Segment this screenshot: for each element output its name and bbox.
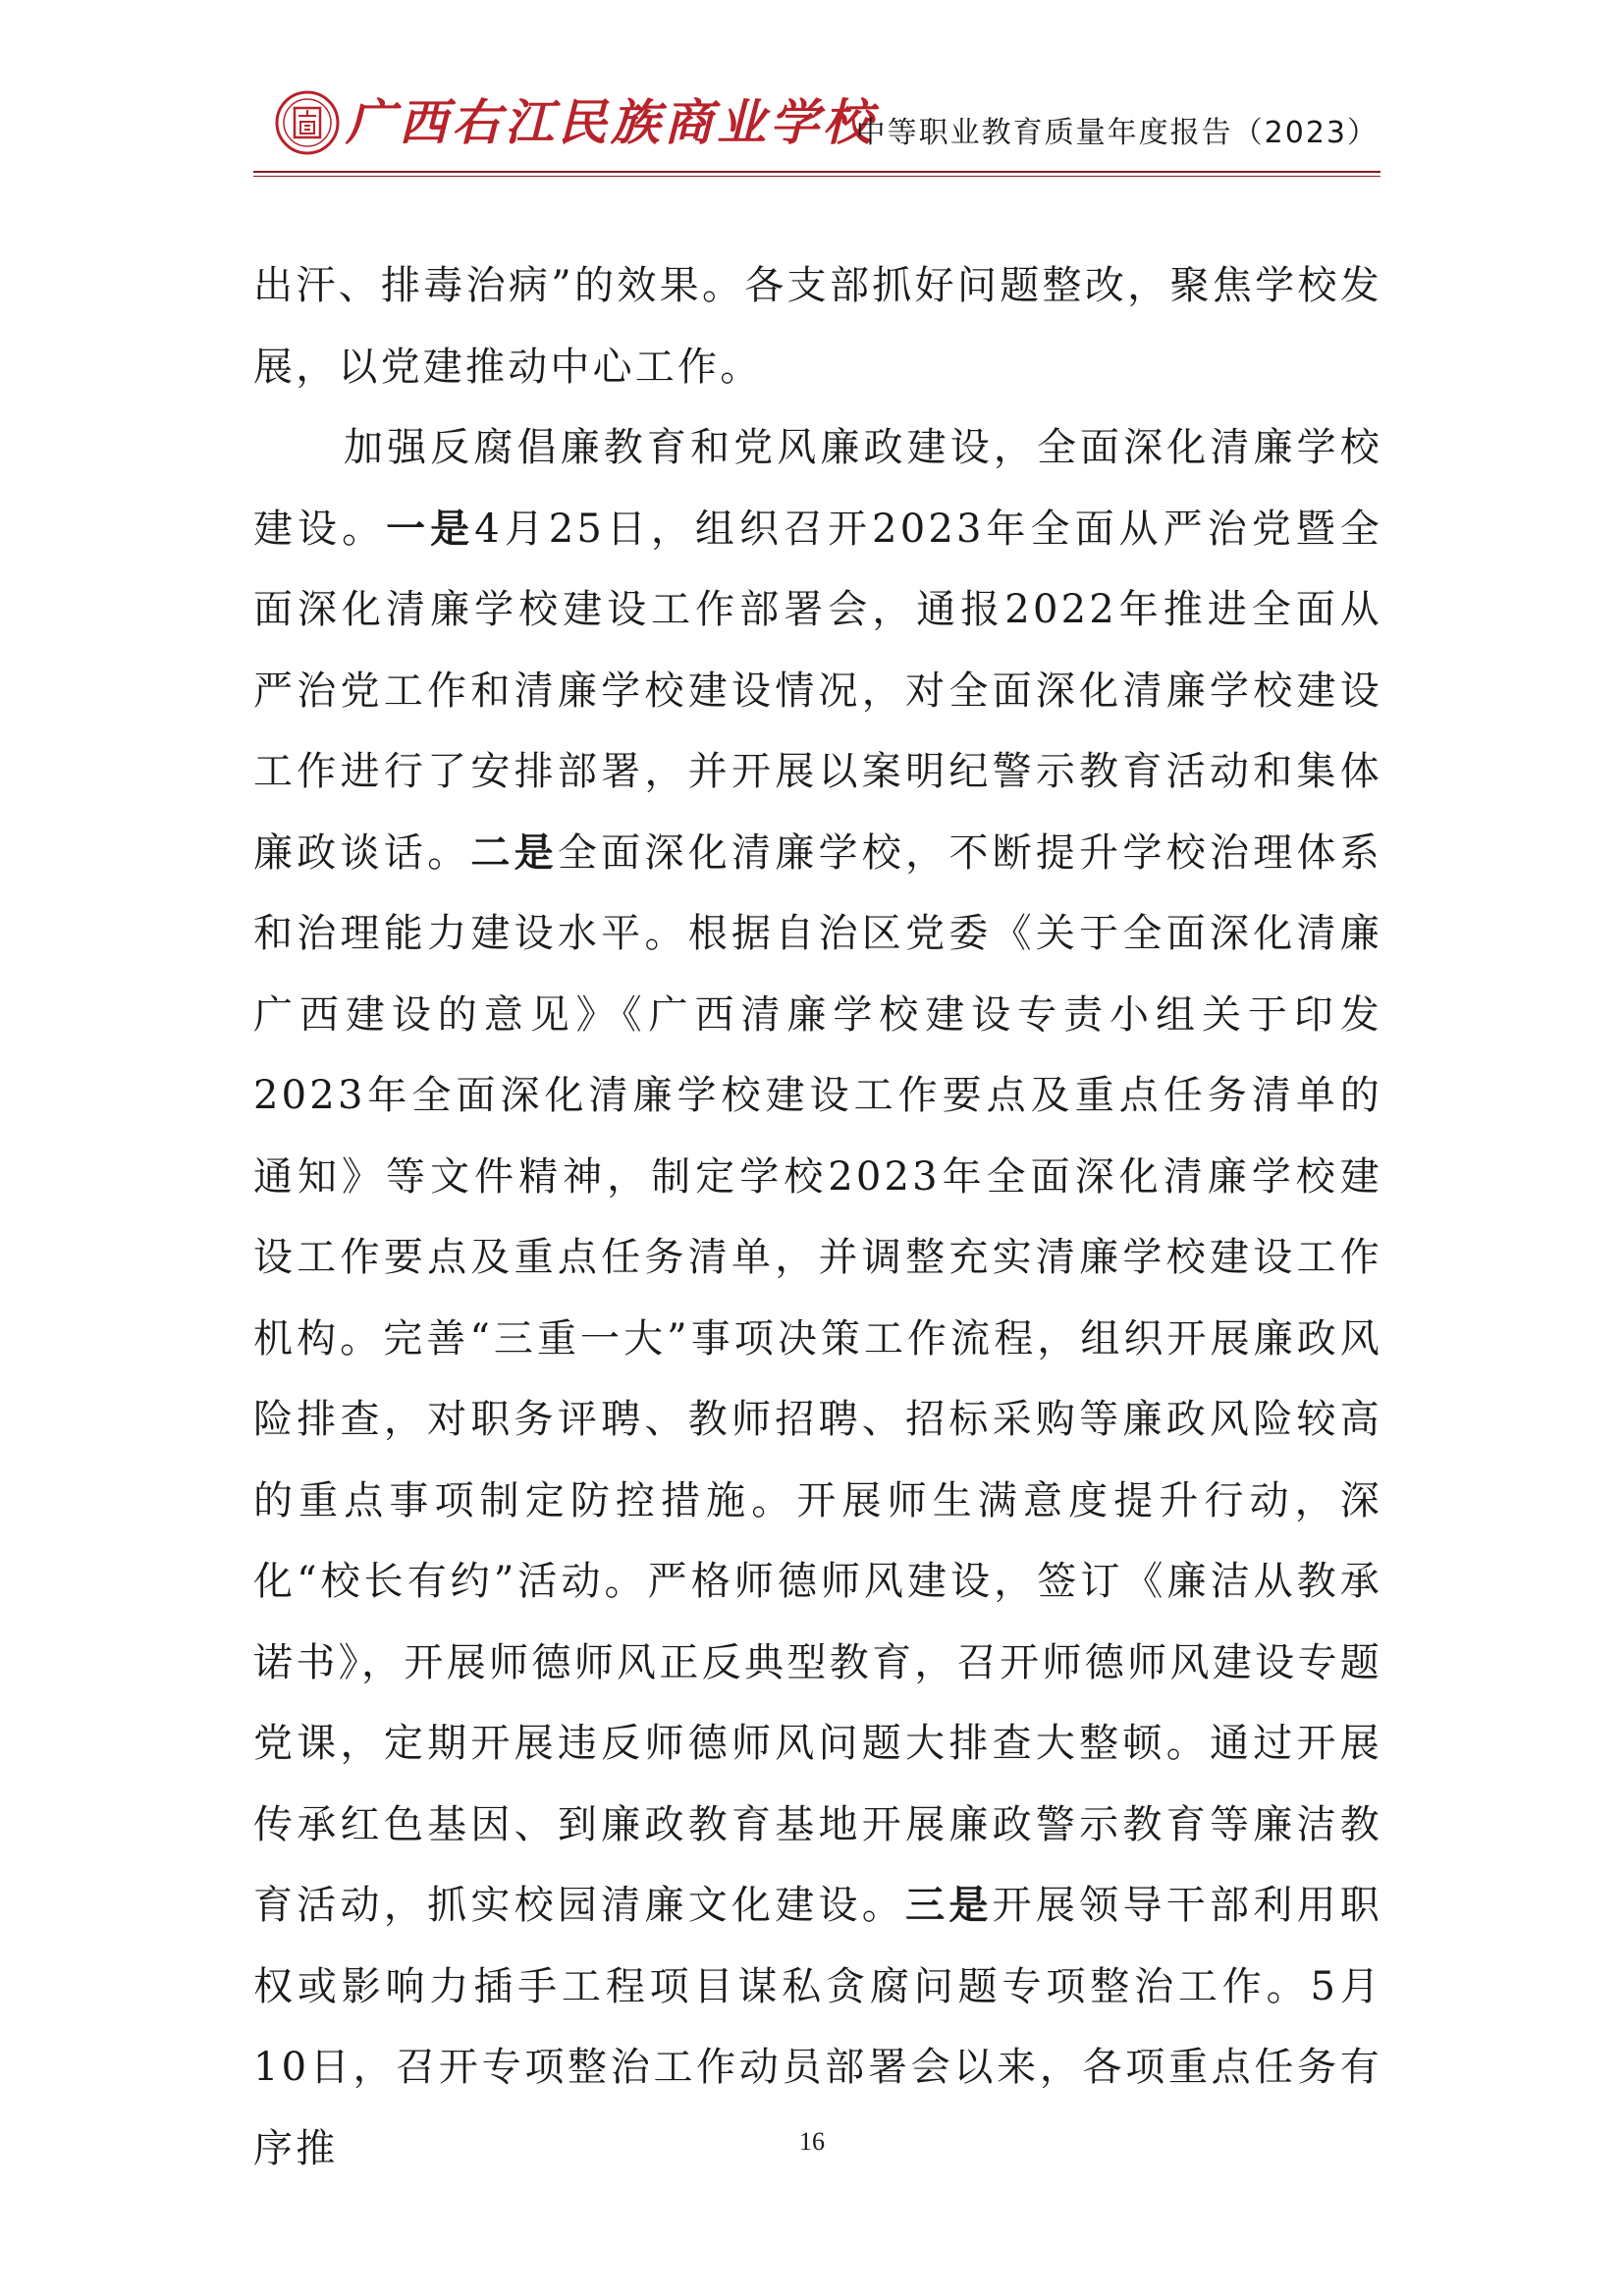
page-header (0, 0, 1624, 187)
paragraph-intro: 加强反腐倡廉教育和党风廉政建设，全面深化清廉学校建设。 (253, 425, 1382, 552)
report-title: 中等职业教育质量年度报告（2023） (855, 116, 1379, 150)
point-two-text: 全面深化清廉学校，不断提升学校治理体系和治理能力建设水平。根据自治区党委《关于全面深化清廉广西建设的意见》《广西清廉学校建设专责小组关于印发2023年全面深化清廉学校建设工作要点及重点任务清单的通知》等文件精神，制定学校2023年全面深化清廉学校建设工作要点及重点任务清单，并调整充实清廉学校建设工作机构。完善“三重一大”事项决策工作流程，组织开展廉政风险排查，对职务评聘、教师招聘、招标采购等廉政风险较高的重点事项制定防控措施。开展师生满意度提升行动，深化“校长有约”活动。严格师德师风建设，签订《廉洁从教承诺书》，开展师德师风正反典型教育，召开师德师风建设专题党课，定期开展违反师德师风问题大排查大整顿。通过开展传承红色基因、到廉政教育基地开展廉政警示教育等廉洁教育活动，抓实校园清廉文化建设。 (253, 829, 1382, 1928)
page-number: 16 (799, 2127, 825, 2156)
school-name: 广西右江民族商业学校 (346, 93, 876, 151)
point-three-text: 开展领导干部利用职权或影响力插手工程项目谋私贪腐问题专项整治工作。5月10日，召开专项整治工作动员部署会以来，各项重点任务有序推 (253, 1883, 1382, 2171)
point-two-label: 二是 (470, 828, 558, 876)
school-seal-logo (275, 90, 340, 155)
point-one-text: 4月25日，组织召开2023年全面从严治党暨全面深化清廉学校建设工作部署会，通报2022年推进全面从严治党工作和清廉学校建设情况，对全面深化清廉学校建设工作进行了安排部署，并开展以案明纪警示教育活动和集体廉政谈话。 (253, 506, 1382, 876)
page-body (253, 245, 1382, 2189)
header-divider-thin (253, 176, 1380, 177)
point-one-label: 一是 (386, 505, 475, 552)
header-divider (253, 171, 1380, 173)
point-three-label: 三是 (905, 1882, 993, 1928)
paragraph-continuation: 出汗、排毒治病”的效果。各支部抓好问题整改，聚焦学校发展，以党建推动中心工作。 (253, 263, 1382, 390)
paragraph-anti-corruption (253, 407, 1382, 2189)
